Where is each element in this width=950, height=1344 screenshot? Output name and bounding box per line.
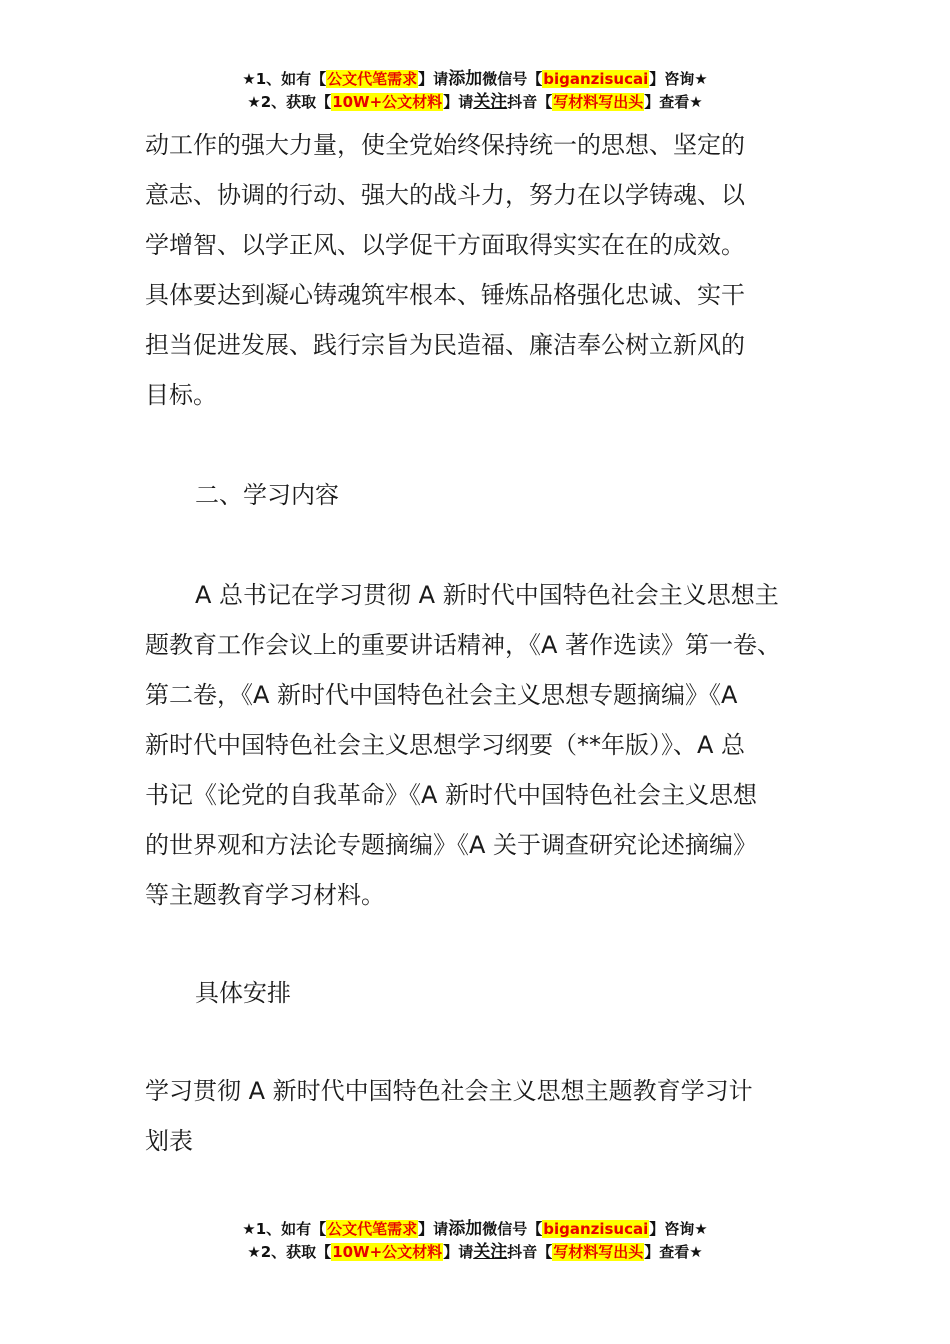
banner-highlight-wechat-id: biganzisucai <box>543 1220 649 1238</box>
text-line: 目标。 <box>145 381 217 409</box>
text-line: 划表 <box>145 1127 193 1155</box>
text-line: 学增智、以学正风、以学促干方面取得实实在在的成效。 <box>145 231 745 259</box>
paragraph-objectives <box>145 120 825 420</box>
text-line: A 总书记在学习贯彻 A 新时代中国特色社会主义思想主 <box>195 581 779 609</box>
text-line: 新时代中国特色社会主义思想学习纲要（**年版）》、A 总 <box>145 731 746 759</box>
banner-highlight-wechat-id: biganzisucai <box>543 70 649 88</box>
text-line: 意志、协调的行动、强大的战斗力，努力在以学铸魂、以 <box>145 181 745 209</box>
text-line: 题教育工作会议上的重要讲话精神，《A 著作选读》第一卷、 <box>145 631 782 659</box>
section-heading-study-content: 二、学习内容 <box>195 481 339 509</box>
banner-highlight-service: 公文代笔需求 <box>327 1220 418 1238</box>
footer-banner <box>0 1218 950 1264</box>
text-line: 学习贯彻 A 新时代中国特色社会主义思想主题教育学习计 <box>145 1077 753 1105</box>
text-line: 动工作的强大力量，使全党始终保持统一的思想、坚定的 <box>145 131 745 159</box>
banner-line-2: ★2、获取【10W+公文材料】请关注抖音【写材料写出头】查看★ <box>247 1242 703 1262</box>
section-heading-arrangement: 具体安排 <box>195 979 291 1007</box>
banner-line-2: ★2、获取【10W+公文材料】请关注抖音【写材料写出头】查看★ <box>247 92 703 112</box>
text-line: 担当促进发展、践行宗旨为民造福、廉洁奉公树立新风的 <box>145 331 745 359</box>
table-title <box>145 1066 825 1166</box>
text-line: 的世界观和方法论专题摘编》《A 关于调查研究论述摘编》 <box>145 831 758 859</box>
banner-highlight-materials: 10W+公文材料 <box>332 93 443 111</box>
text-line: 书记《论党的自我革命》《A 新时代中国特色社会主义思想 <box>145 781 758 809</box>
banner-line-1: ★1、如有【公文代笔需求】请添加微信号【biganzisucai】咨询★ <box>242 69 708 89</box>
banner-highlight-douyin: 写材料写出头 <box>553 1243 644 1261</box>
banner-line-1: ★1、如有【公文代笔需求】请添加微信号【biganzisucai】咨询★ <box>242 1219 708 1239</box>
banner-highlight-service: 公文代笔需求 <box>327 70 418 88</box>
paragraph-study-materials <box>145 570 825 920</box>
text-line: 等主题教育学习材料。 <box>145 881 385 909</box>
text-line: 具体要达到凝心铸魂筑牢根本、锤炼品格强化忠诚、实干 <box>145 281 745 309</box>
header-banner <box>0 68 950 114</box>
text-line: 第二卷，《A 新时代中国特色社会主义思想专题摘编》《A <box>145 681 738 709</box>
banner-highlight-douyin: 写材料写出头 <box>553 93 644 111</box>
banner-highlight-materials: 10W+公文材料 <box>332 1243 443 1261</box>
